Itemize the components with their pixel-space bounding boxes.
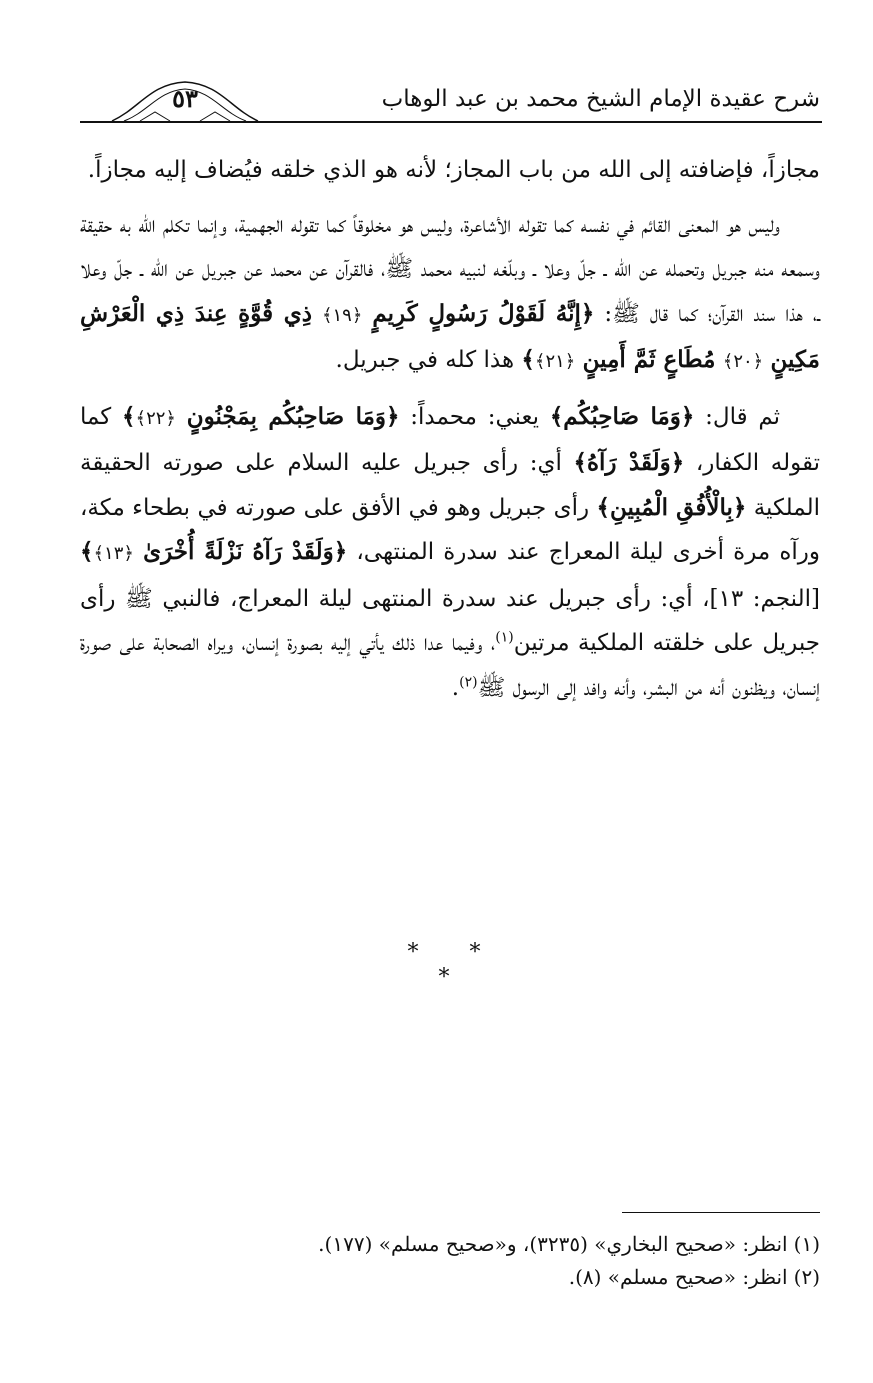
paragraph-3-text: أي: رأى جبريل عليه السلام على صورته الحقيقة الملكية	[80, 450, 820, 521]
verse-number-marker: ﴿٢١﴾	[534, 351, 576, 372]
quran-verse: ﴿إِنَّهُ لَقَوْلُ رَسُولٍ كَرِيمٍ	[372, 299, 595, 327]
quran-verse: ﴿بِالْأُفُقِ الْمُبِينِ﴾	[596, 493, 747, 521]
quran-verse: ﴿وَمَا صَاحِبُكُم﴾	[549, 402, 695, 430]
footnote-ref-1[interactable]: (١)	[495, 629, 514, 646]
verse-number-marker: ﴿٢٠﴾	[722, 351, 764, 372]
footnote-number: (٢)	[793, 1265, 820, 1289]
footnote-number: (١)	[793, 1232, 820, 1256]
header-rule	[80, 121, 822, 123]
quran-verse: ﴿وَلَقَدْ رَآهُ نَزْلَةً أُخْرَىٰ	[143, 538, 348, 565]
footnote-1	[80, 1228, 820, 1261]
paragraph-3-text: ثم قال:	[705, 403, 781, 430]
paragraph-2-ending: هذا كله في جبريل.	[335, 347, 515, 373]
paragraph-2-text: وليس هو المعنى القائم في نفسه كما تقوله الأشاعرة، وليس هو مخلوقاً كما تقوله الجهمية، وإنما تكلم اللّٰه به حقيقة وسمعه منه جبريل وتحمله عن الله ـ جلّ وعلا ـ وبلّغه لنبيه محمد ﷺ، فالقرآن عن محمد عن جبريل عن الله ـ جلّ وعلا ـ، هذا سند القرآن؛ كما قال ﷺ:	[80, 211, 821, 327]
paragraph-3-end: .	[451, 674, 460, 701]
paragraph-3-text: ، وفيما عدا ذلك يأتي إليه بصورة إنسان، ويراه الصحابة على صورة إنسان، ويظنون أنه من البشر، وأنه وافد إلى الرسول ﷺ	[80, 630, 820, 701]
footnote-ref-2[interactable]: (٢)	[459, 673, 478, 690]
verse-number-marker: ﴿١٣﴾	[93, 543, 134, 564]
paragraph-3-text: [النجم: ١٣]، أي: رأى جبريل عند سدرة المنتهى ليلة المعراج، فالنبي ﷺ رأى جبريل على خلقته الملكية مرتين	[80, 585, 820, 656]
paragraph-3	[80, 395, 820, 711]
paragraph-3-text: كما تقوله الكفار،	[80, 403, 821, 476]
section-separator: * * *	[407, 940, 503, 990]
verse-number-marker: ﴿١٩﴾	[321, 304, 363, 326]
footnote-text: انظر: «صحيح البخاري» (٣٢٣٥)، و«صحيح مسلم» (١٧٧).	[318, 1232, 788, 1256]
page-number-ornament	[110, 78, 260, 122]
paragraph-1	[80, 148, 820, 193]
verse-number-marker: ﴿٢٢﴾	[135, 407, 176, 429]
quran-verse: ذِي قُوَّةٍ عِندَ ذِي الْعَرْشِ مَكِينٍ	[80, 299, 820, 373]
footnote-rule	[622, 1212, 820, 1213]
main-text	[80, 148, 820, 710]
paragraph-3-text: رأى جبريل وهو في الأفق على صورته في بطحاء مكة، ورآه مرة أخرى ليلة المعراج عند سدرة المنتهى،	[80, 494, 820, 565]
footnote-text: انظر: «صحيح مسلم» (٨).	[568, 1265, 788, 1289]
paragraph-2	[80, 203, 820, 385]
quran-bracket: ﴾	[122, 402, 136, 430]
footnotes	[80, 1228, 820, 1294]
paragraph-3-text: يعني: محمداً:	[410, 403, 540, 430]
quran-bracket: ﴾	[80, 538, 94, 565]
quran-verse: ﴿وَلَقَدْ رَآهُ﴾	[573, 449, 685, 476]
paragraph-1-text: مجازاً، فإضافته إلى الله من باب المجاز؛ لأنه هو الذي خلقه فيُضاف إليه مجازاً.	[87, 157, 820, 183]
footnote-2	[80, 1261, 820, 1294]
quran-verse: مُطَاعٍ ثَمَّ أَمِينٍ	[582, 346, 716, 373]
quran-verse: ﴿وَمَا صَاحِبُكُم بِمَجْنُونٍ	[186, 402, 400, 430]
page-header	[80, 78, 820, 122]
page-number: ٥٣	[172, 84, 198, 113]
quran-bracket: ﴾	[521, 346, 535, 373]
running-title: شرح عقيدة الإمام الشيخ محمد بن عبد الوهاب	[381, 86, 820, 112]
